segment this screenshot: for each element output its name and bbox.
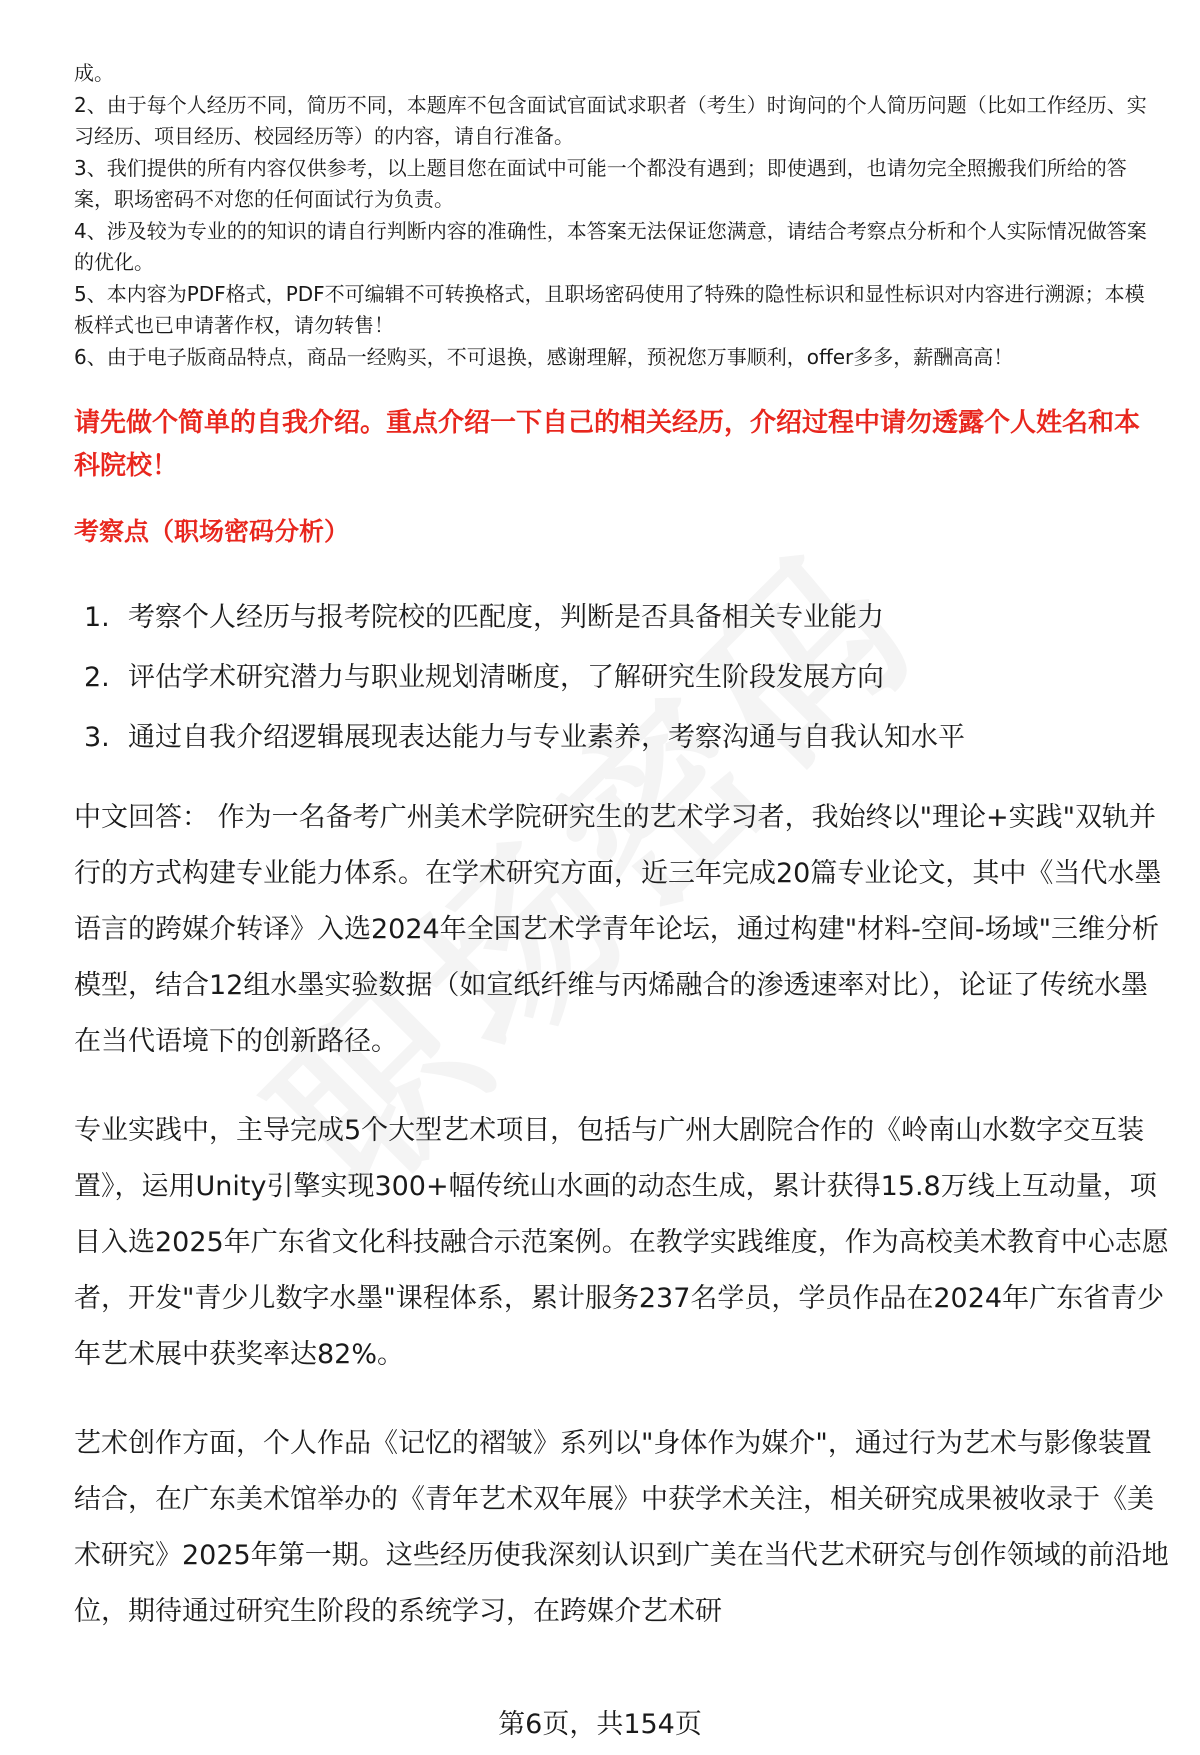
analysis-point <box>84 708 1174 768</box>
question-heading: 请先做个简单的自我介绍。重点介绍一下自己的相关经历，介绍过程中请勿透露个人姓名和本科院校！ <box>74 408 1141 481</box>
answer-section <box>74 790 1169 1673</box>
note-line: 3、我们提供的所有内容仅供参考，以上题目您在面试中可能一个都没有遇到；即使遇到，也请勿完全照搬我们所给的答案，职场密码不对您的任何面试行为负责。 <box>74 155 1127 211</box>
analysis-points <box>84 588 1174 768</box>
page-number: 第6页，共154页 <box>498 1709 702 1740</box>
answer-paragraph: 中文回答： 作为一名备考广州美术学院研究生的艺术学习者，我始终以"理论+实践"双轨并行的方式构建专业能力体系。在学术研究方面，近三年完成20篇专业论文，其中《当代水墨语言的跨媒介转译》入选2024年全国艺术学青年论坛，通过构建"材料-空间-场域"三维分析模型，结合12组水墨实验数据（如宣纸纤维与丙烯融合的渗透速率对比），论证了传统水墨在当代语境下的创新路径。 <box>74 802 1162 1057</box>
point-text: 通过自我介绍逻辑展现表达能力与专业素养，考察沟通与自我认知水平 <box>128 722 965 753</box>
note-line: 成。 <box>74 61 114 85</box>
point-number: 3. <box>84 722 110 753</box>
answer-paragraph: 专业实践中，主导完成5个大型艺术项目，包括与广州大剧院合作的《岭南山水数字交互装置》，运用Unity引擎实现300+幅传统山水画的动态生成，累计获得15.8万线上互动量，项目入选2025年广东省文化科技融合示范案例。在教学实践维度，作为高校美术教育中心志愿者，开发"青少儿数字水墨"课程体系，累计服务237名学员，学员作品在2024年广东省青少年艺术展中获奖率达82%。 <box>74 1115 1169 1370</box>
note-line: 4、涉及较为专业的的知识的请自行判断内容的准确性，本答案无法保证您满意，请结合考察点分析和个人实际情况做答案的优化。 <box>74 218 1147 274</box>
notes-section <box>74 58 1164 373</box>
analysis-title: 考察点（职场密码分析） <box>74 517 350 546</box>
note-line: 6、由于电子版商品特点，商品一经购买，不可退换，感谢理解，预祝您万事顺利，offer多多，薪酬高高！ <box>74 344 1014 369</box>
point-number: 2. <box>84 662 110 693</box>
analysis-point <box>84 648 1174 708</box>
note-line: 2、由于每个人经历不同，简历不同，本题库不包含面试官面试求职者（考生）时询问的个人简历问题（比如工作经历、实习经历、项目经历、校园经历等）的内容，请自行准备。 <box>74 92 1147 148</box>
analysis-point <box>84 588 1174 648</box>
answer-paragraph: 艺术创作方面，个人作品《记忆的褶皱》系列以"身体作为媒介"，通过行为艺术与影像装置结合，在广东美术馆举办的《青年艺术双年展》中获学术关注，相关研究成果被收录于《美术研究》2025年第一期。这些经历使我深刻认识到广美在当代艺术研究与创作领域的前沿地位，期待通过研究生阶段的系统学习，在跨媒介艺术研 <box>74 1428 1169 1627</box>
point-text: 考察个人经历与报考院校的匹配度，判断是否具备相关专业能力 <box>128 602 884 633</box>
point-text: 评估学术研究潜力与职业规划清晰度，了解研究生阶段发展方向 <box>128 662 884 693</box>
note-line: 5、本内容为PDF格式，PDF不可编辑不可转换格式，且职场密码使用了特殊的隐性标识和显性标识对内容进行溯源；本模板样式也已申请著作权，请勿转售！ <box>74 281 1145 337</box>
point-number: 1. <box>84 602 110 633</box>
